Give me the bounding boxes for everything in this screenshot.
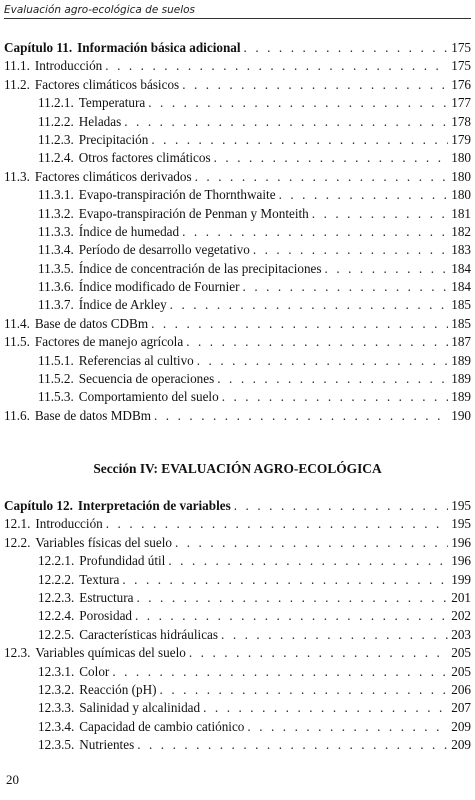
entry-number: 12.3.4. [38, 718, 75, 734]
section-heading: Sección IV: EVALUACIÓN AGRO-ECOLÓGICA [93, 461, 382, 476]
chapter-page: 195 [451, 498, 471, 513]
leader-dots [217, 370, 448, 388]
running-header: Evaluación agro-ecológica de suelos [4, 4, 471, 19]
entry-title: Índice de Arkley [78, 297, 167, 313]
entry-page: 195 [451, 516, 471, 532]
leader-dots [247, 718, 448, 736]
leader-dots [170, 296, 449, 314]
entry-page: 196 [451, 553, 471, 569]
entry-page: 187 [451, 334, 471, 350]
toc-entry [4, 388, 471, 406]
entry-title: Color [79, 663, 110, 679]
entry-title: Heladas [78, 113, 122, 129]
entry-number: 11.3.5. [38, 260, 74, 276]
entry-number: 11.2.1. [38, 95, 74, 111]
toc-entry [4, 589, 471, 607]
entry-title: Textura [79, 571, 120, 587]
entry-page: 190 [451, 407, 471, 423]
leader-dots [148, 94, 448, 112]
entry-page: 181 [451, 205, 471, 221]
entry-title: Índice modificado de Fournier [78, 279, 240, 295]
entry-title: Salinidad y alcalinidad [79, 700, 201, 716]
entry-page: 199 [451, 571, 471, 587]
entry-title: Introducción [34, 58, 103, 74]
entry-number: 12.2.4. [38, 608, 75, 624]
toc-entry [4, 315, 471, 333]
chapter-heading [4, 39, 471, 57]
entry-number: 11.1. [4, 58, 30, 74]
entry-number: 11.3.4. [38, 242, 74, 258]
leader-dots [105, 57, 448, 75]
toc-entry [4, 186, 471, 204]
toc-entry [4, 534, 471, 552]
toc-entry [4, 515, 471, 533]
chapter-title: Interpretación de variables [77, 498, 231, 513]
toc-entry [4, 223, 471, 241]
toc-entry [4, 57, 471, 75]
toc-entry [4, 681, 471, 699]
entry-page: 206 [451, 681, 471, 697]
chapter-page: 175 [451, 40, 471, 55]
toc-chapter-11 [4, 39, 471, 425]
entry-number: 12.2.5. [38, 626, 75, 642]
entry-page: 207 [451, 700, 471, 716]
entry-title: Porosidad [79, 608, 133, 624]
entry-title: Factores de manejo agrícola [34, 334, 184, 350]
toc-entry [4, 407, 471, 425]
toc-entry [4, 260, 471, 278]
entry-page: 175 [451, 58, 471, 74]
toc-entry [4, 571, 471, 589]
leader-dots [221, 626, 448, 644]
leader-dots [154, 407, 448, 425]
leader-dots [182, 223, 448, 241]
leader-dots [160, 681, 449, 699]
leader-dots [136, 589, 448, 607]
entry-title: Variables químicas del suelo [35, 645, 186, 661]
entry-number: 11.3.2. [38, 205, 74, 221]
entry-title: Índice de concentración de las precipitaciones [78, 260, 322, 276]
entry-title: Capacidad de cambio catiónico [79, 718, 245, 734]
entry-number: 11.5.2. [38, 371, 74, 387]
leader-dots [122, 571, 448, 589]
toc-entry [4, 205, 471, 223]
entry-number: 12.3. [4, 645, 31, 661]
entry-page: 180 [451, 168, 471, 184]
chapter-label: Capítulo 11. [4, 40, 73, 55]
leader-dots [124, 113, 448, 131]
leader-dots [197, 352, 448, 370]
toc-entry [4, 552, 471, 570]
toc-entry [4, 718, 471, 736]
entry-page: 183 [451, 242, 471, 258]
toc-entry [4, 607, 471, 625]
leader-dots [182, 76, 448, 94]
leader-dots [106, 515, 448, 533]
entry-page: 189 [451, 352, 471, 368]
entry-page: 176 [451, 76, 471, 92]
entry-title: Factores climáticos básicos [34, 76, 180, 92]
leader-dots [137, 736, 448, 754]
toc-entry [4, 113, 471, 131]
toc-entry [4, 644, 471, 662]
entry-page: 184 [451, 279, 471, 295]
entry-page: 180 [451, 150, 471, 166]
entry-number: 11.5. [4, 334, 30, 350]
leader-dots [135, 607, 448, 625]
leader-dots [189, 644, 448, 662]
entry-page: 185 [451, 315, 471, 331]
leader-dots [253, 241, 448, 259]
toc-entry [4, 626, 471, 644]
chapter-title: Información básica adicional [77, 40, 241, 55]
entry-number: 11.2.4. [38, 150, 74, 166]
toc-entry [4, 296, 471, 314]
toc-entry [4, 149, 471, 167]
entry-title: Nutrientes [79, 737, 135, 753]
entry-number: 12.3.2. [38, 681, 75, 697]
toc-chapter-12 [4, 497, 471, 754]
entry-page: 178 [451, 113, 471, 129]
entry-title: Período de desarrollo vegetativo [78, 242, 250, 258]
entry-number: 11.2. [4, 76, 30, 92]
entry-page: 185 [451, 297, 471, 313]
entry-page: 180 [451, 187, 471, 203]
entry-page: 189 [451, 371, 471, 387]
toc-entry [4, 333, 471, 351]
toc-entry [4, 699, 471, 717]
entry-title: Otros factores climáticos [78, 150, 211, 166]
leader-dots [244, 39, 449, 57]
toc-entry [4, 736, 471, 754]
entry-number: 12.3.1. [38, 663, 75, 679]
entry-number: 12.2. [4, 534, 31, 550]
entry-title: Características hidráulicas [79, 626, 219, 642]
leader-dots [243, 278, 449, 296]
entry-page: 203 [451, 626, 471, 642]
entry-number: 12.2.1. [38, 553, 75, 569]
entry-number: 12.2.3. [38, 589, 75, 605]
entry-page: 179 [451, 131, 471, 147]
entry-page: 184 [451, 260, 471, 276]
leader-dots [195, 168, 449, 186]
entry-title: Variables físicas del suelo [35, 534, 172, 550]
entry-page: 177 [451, 95, 471, 111]
toc-entry [4, 131, 471, 149]
entry-number: 11.5.3. [38, 389, 74, 405]
entry-title: Comportamiento del suelo [78, 389, 219, 405]
entry-title: Profundidad útil [79, 553, 166, 569]
chapter-label: Capítulo 12. [4, 498, 73, 513]
entry-page: 209 [451, 718, 471, 734]
entry-number: 12.2.2. [38, 571, 75, 587]
entry-number: 12.1. [4, 516, 31, 532]
entry-number: 12.3.5. [38, 737, 75, 753]
entry-title: Secuencia de operaciones [78, 371, 215, 387]
entry-page: 189 [451, 389, 471, 405]
leader-dots [175, 534, 448, 552]
leader-dots [279, 186, 449, 204]
entry-page: 209 [451, 737, 471, 753]
entry-number: 11.3. [4, 168, 30, 184]
entry-page: 202 [451, 608, 471, 624]
toc-entry [4, 76, 471, 94]
entry-title: Temperatura [78, 95, 146, 111]
entry-page: 205 [451, 663, 471, 679]
entry-title: Referencias al cultivo [78, 352, 194, 368]
page-number: 20 [6, 772, 19, 787]
entry-number: 11.3.7. [38, 297, 74, 313]
leader-dots [168, 552, 448, 570]
leader-dots [222, 388, 449, 406]
entry-title: Factores climáticos derivados [34, 168, 192, 184]
entry-title: Base de datos CDBm [34, 315, 149, 331]
entry-page: 201 [451, 589, 471, 605]
leader-dots [112, 663, 448, 681]
leader-dots [325, 260, 449, 278]
entry-page: 182 [451, 223, 471, 239]
leader-dots [234, 497, 448, 515]
toc-entry [4, 241, 471, 259]
entry-number: 12.3.3. [38, 700, 75, 716]
entry-title: Introducción [35, 516, 103, 532]
leader-dots [203, 699, 448, 717]
toc-entry [4, 352, 471, 370]
leader-dots [186, 333, 448, 351]
entry-number: 11.3.6. [38, 279, 74, 295]
chapter-heading [4, 497, 471, 515]
entry-title: Precipitación [78, 131, 149, 147]
entry-number: 11.6. [4, 407, 30, 423]
entry-number: 11.2.2. [38, 113, 74, 129]
toc-entry [4, 370, 471, 388]
entry-title: Base de datos MDBm [34, 407, 152, 423]
toc-entry [4, 94, 471, 112]
leader-dots [312, 205, 448, 223]
entry-page: 196 [451, 534, 471, 550]
entry-title: Estructura [79, 589, 134, 605]
entry-page: 205 [451, 645, 471, 661]
entry-number: 11.3.3. [38, 223, 74, 239]
entry-number: 11.3.1. [38, 187, 74, 203]
entry-title: Índice de humedad [78, 223, 180, 239]
entry-title: Evapo-transpiración de Thornthwaite [78, 187, 276, 203]
toc-entry [4, 168, 471, 186]
leader-dots [151, 315, 448, 333]
toc-entry [4, 278, 471, 296]
leader-dots [214, 149, 449, 167]
entry-title: Reacción (pH) [79, 681, 157, 697]
entry-title: Evapo-transpiración de Penman y Monteith [78, 205, 309, 221]
leader-dots [151, 131, 448, 149]
toc-entry [4, 663, 471, 681]
entry-number: 11.2.3. [38, 131, 74, 147]
entry-number: 11.4. [4, 315, 30, 331]
entry-number: 11.5.1. [38, 352, 74, 368]
